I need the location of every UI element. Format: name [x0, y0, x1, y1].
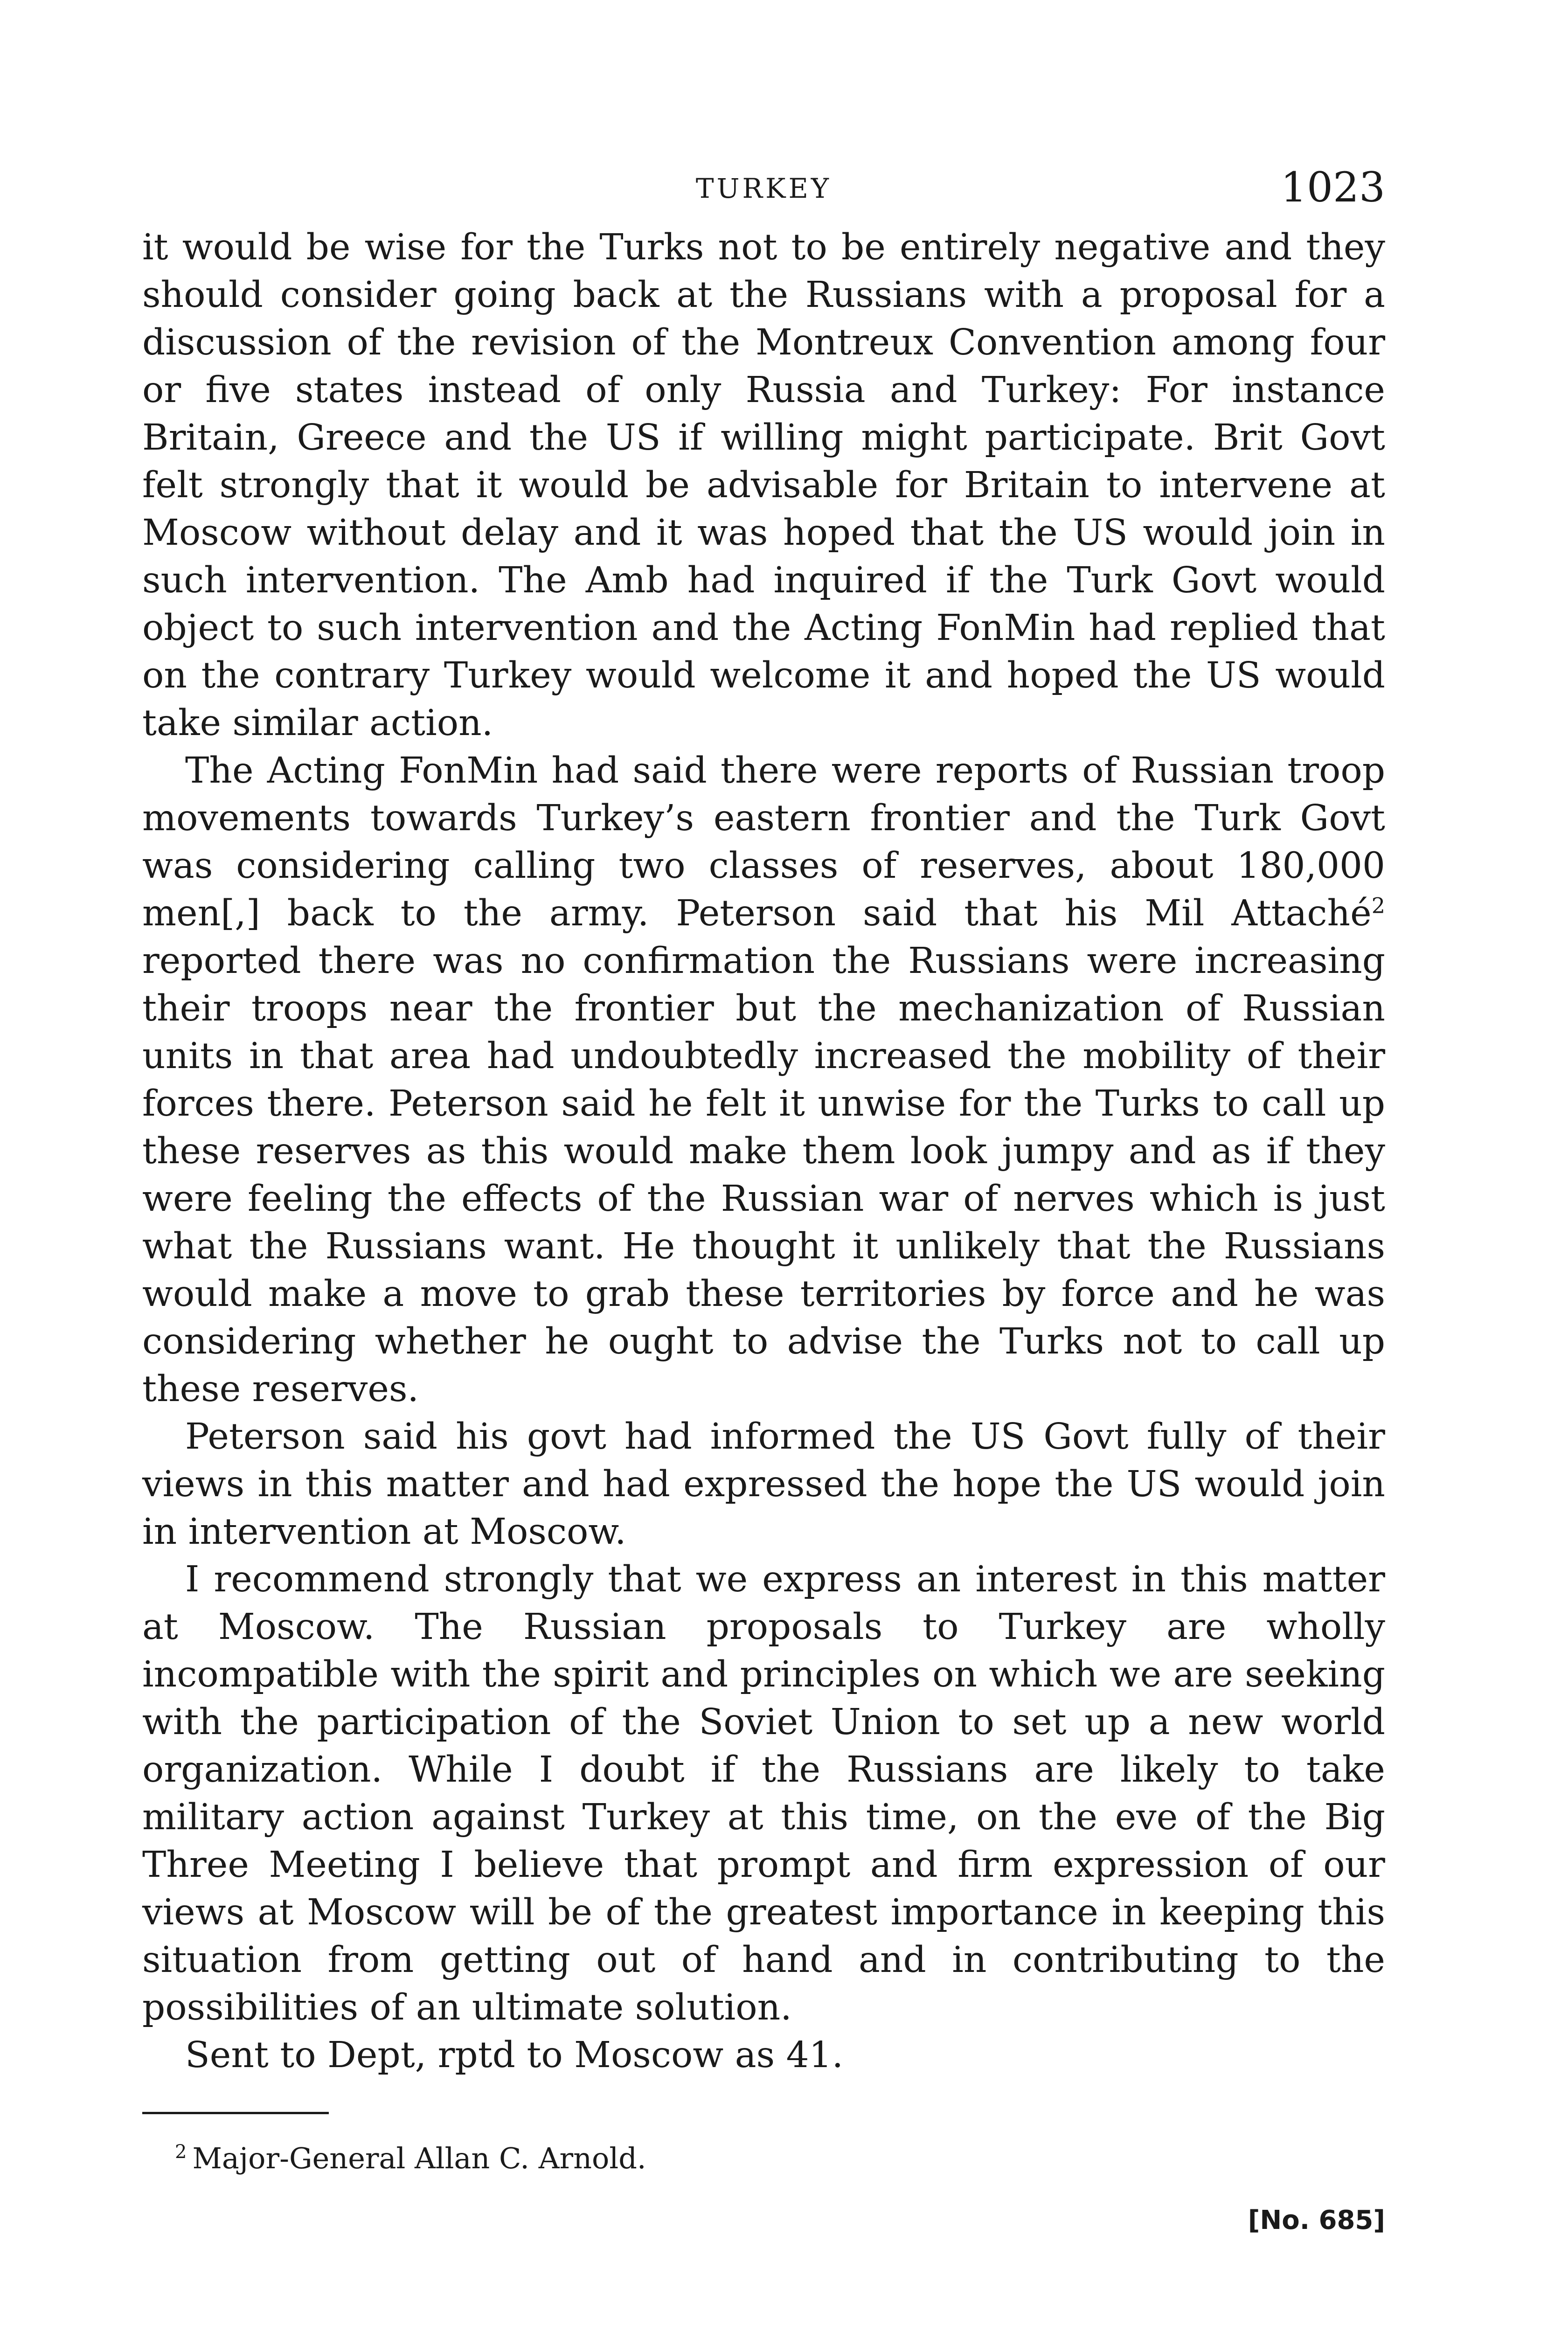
page-number: 1023 — [1281, 163, 1385, 211]
paragraph-2-text-a: The Acting FonMin had said there were reports of Russian troop movements towards Turkey’s eastern frontier and the Turk Govt was considering calling two classes of reserves, about 180,000 men[,] back to the army. Peterson said that his Mil Attaché — [142, 750, 1385, 934]
running-head — [142, 163, 1385, 224]
paragraph-3: Peterson said his govt had informed the US Govt fully of their views in this matter and had expressed the hope the US would join in intervention at Moscow. — [142, 1416, 1385, 1553]
footnote-text: Major-General Allan C. Arnold. — [192, 2141, 646, 2175]
paragraph-1: it would be wise for the Turks not to be entirely negative and they should consider going back at the Russians with a proposal for a discussion of the revision of the Montreux Convention among four or five states instead of only Russia and Turkey: For instance Britain, Greece and the US if willing might participate. Brit Govt felt strongly that it would be advisable for Britain to intervene at Moscow without delay and it was hoped that the US would join in such intervention. The Amb had inquired if the Turk Govt would object to such intervention and the Acting FonMin had replied that on the contrary Turkey would welcome it and hoped the US would take similar action. — [142, 227, 1385, 744]
paragraph-2-text-b: reported there was no confirmation the Russians were increasing their troops near the frontier but the mechanization of Russian units in that area had undoubtedly increased the mobility of their forces there. Peterson said he felt it unwise for the Turks to call up these reserves as this would make them look jumpy and as if they were feeling the effects of the Russian war of nerves which is just what the Russians want. He thought it unlikely that the Russians would make a move to grab these territories by force and he was considering whether he ought to advise the Turks not to call up these reserves. — [142, 940, 1385, 1410]
document-page — [142, 163, 1385, 2235]
footnote-mark: 2 — [175, 2141, 187, 2163]
footnote — [142, 2140, 1385, 2177]
running-title: TURKEY — [695, 173, 832, 204]
footnote-reference: 2 — [1371, 893, 1385, 918]
paragraph-2 — [142, 747, 1385, 1413]
document-number: [No. 685] — [1248, 2205, 1385, 2235]
paragraph-5: Sent to Dept, rptd to Moscow as 41. — [185, 2034, 844, 2076]
paragraph-4: I recommend strongly that we express an interest in this matter at Moscow. The Russian proposals to Turkey are wholly incompatible with the spirit and principles on which we are seeking with the participation of the Soviet Union to set up a new world organization. While I doubt if the Russians are likely to take military action against Turkey at this time, on the eve of the Big Three Meeting I believe that prompt and firm expression of our views at Moscow will be of the greatest importance in keeping this situation from getting out of hand and in contributing to the possibilities of an ultimate solution. — [142, 1559, 1385, 2028]
footnote-divider — [142, 2112, 329, 2114]
